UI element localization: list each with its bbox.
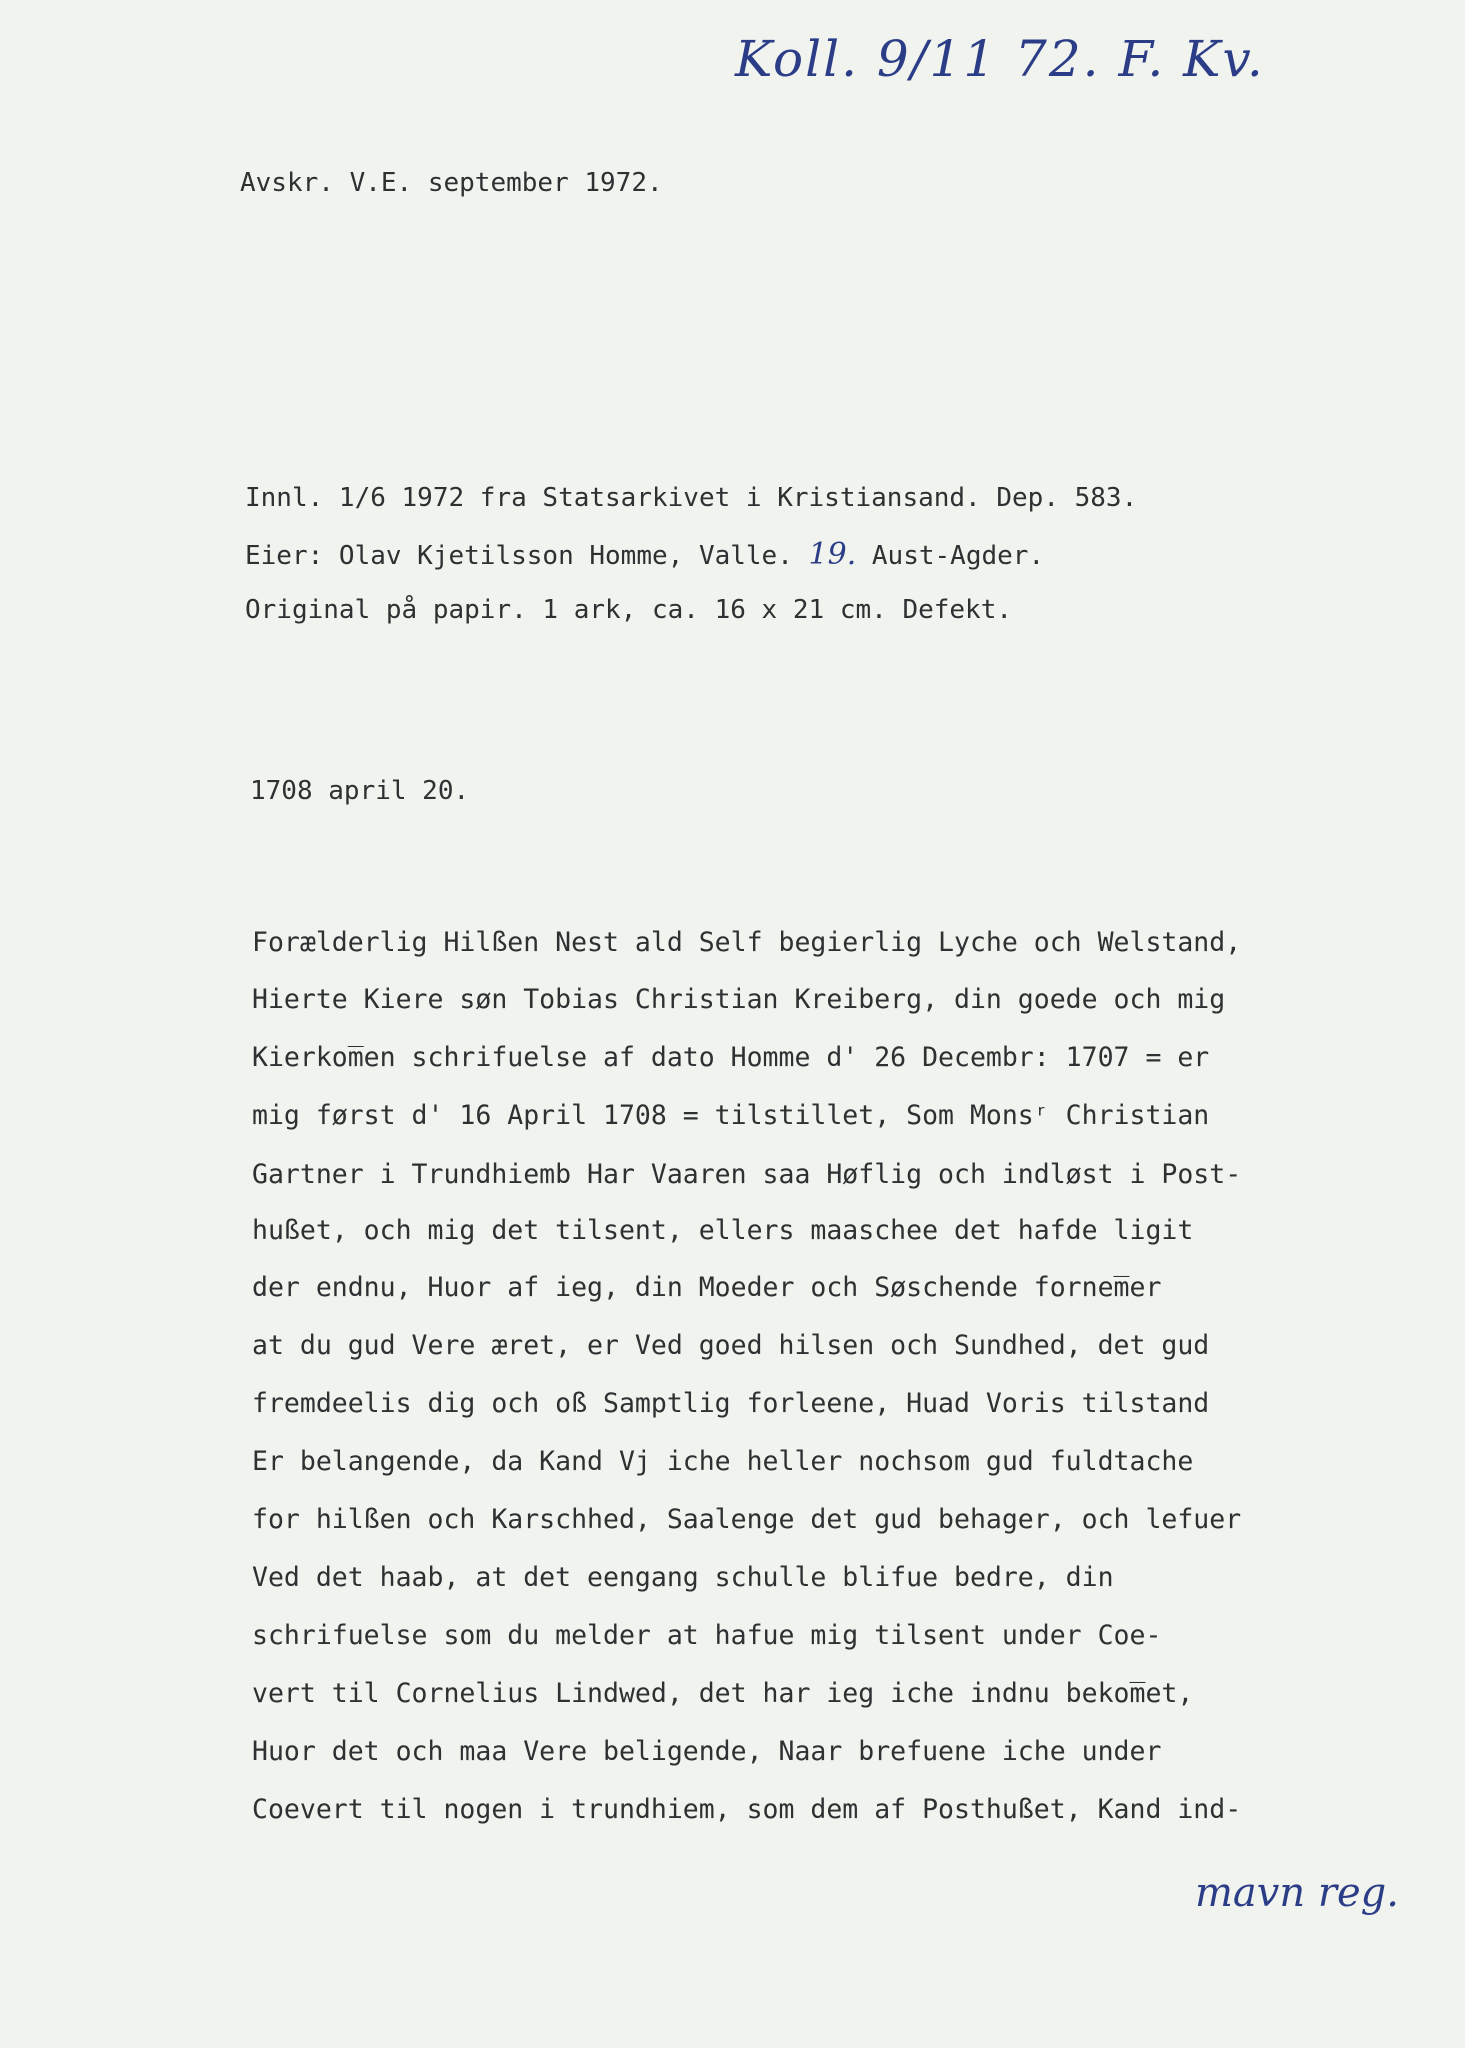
body-line: Kierkom̅en schrifuelse af dato Homme d' 26 Decembr: 1707 = er (252, 1042, 1210, 1073)
body-line: vert til Cornelius Lindwed, det har ieg iche indnu bekom̅et, (252, 1678, 1194, 1709)
body-line: der endnu, Huor af ieg, din Moeder och Søschende fornem̅er (252, 1272, 1162, 1303)
body-line: Hierte Kiere søn Tobias Christian Kreiberg, din goede och mig (252, 984, 1226, 1015)
metadata-line-3: Original på papir. 1 ark, ca. 16 x 21 cm. Defekt. (245, 595, 1013, 625)
body-line: Huor det och maa Vere beligende, Naar brefuene iche under (252, 1736, 1162, 1767)
body-line: at du gud Vere æret, er Ved goed hilsen och Sundhed, det gud (252, 1330, 1210, 1361)
handwritten-number: 19. (808, 537, 857, 572)
body-line: fremdeelis dig och oß Samptlig forleene, Huad Voris tilstand (252, 1388, 1210, 1419)
body-line: for hilßen och Karschhed, Saalenge det gud behager, och lefuer (252, 1504, 1242, 1535)
transcript-note: Avskr. V.E. september 1972. (240, 168, 663, 198)
body-line: mig først d' 16 April 1708 = tilstillet, Som Monsʳ Christian (252, 1100, 1210, 1131)
body-line: Forælderlig Hilßen Nest ald Self begierlig Lyche och Welstand, (252, 927, 1242, 958)
metadata-county: Aust-Agder. (871, 541, 1045, 571)
body-line: Coevert til nogen i trundhiem, som dem af Posthußet, Kand ind- (252, 1794, 1242, 1825)
body-line: Ved det haab, at det eengang schulle blifue bedre, din (252, 1562, 1114, 1593)
body-line: hußet, och mig det tilsent, ellers maaschee det hafde ligit (252, 1215, 1194, 1246)
handwritten-header-note: Koll. 9/11 72. F. Kv. (735, 30, 1265, 88)
metadata-line-1: Innl. 1/6 1972 fra Statsarkivet i Kristiansand. Dep. 583. (245, 483, 1138, 513)
body-line: schrifuelse som du melder at hafue mig tilsent under Coe- (252, 1620, 1162, 1651)
body-line: Gartner i Trundhiemb Har Vaaren saa Høflig och indløst i Post- (252, 1159, 1242, 1190)
body-line: Er belangende, da Kand Vj iche heller nochsom gud fuldtache (252, 1446, 1194, 1477)
metadata-line-2 (245, 537, 1045, 572)
metadata-owner: Eier: Olav Kjetilsson Homme, Valle. (245, 541, 793, 571)
handwritten-corner-note: mavn reg. (1195, 1870, 1399, 1916)
letter-date: 1708 april 20. (250, 776, 470, 806)
